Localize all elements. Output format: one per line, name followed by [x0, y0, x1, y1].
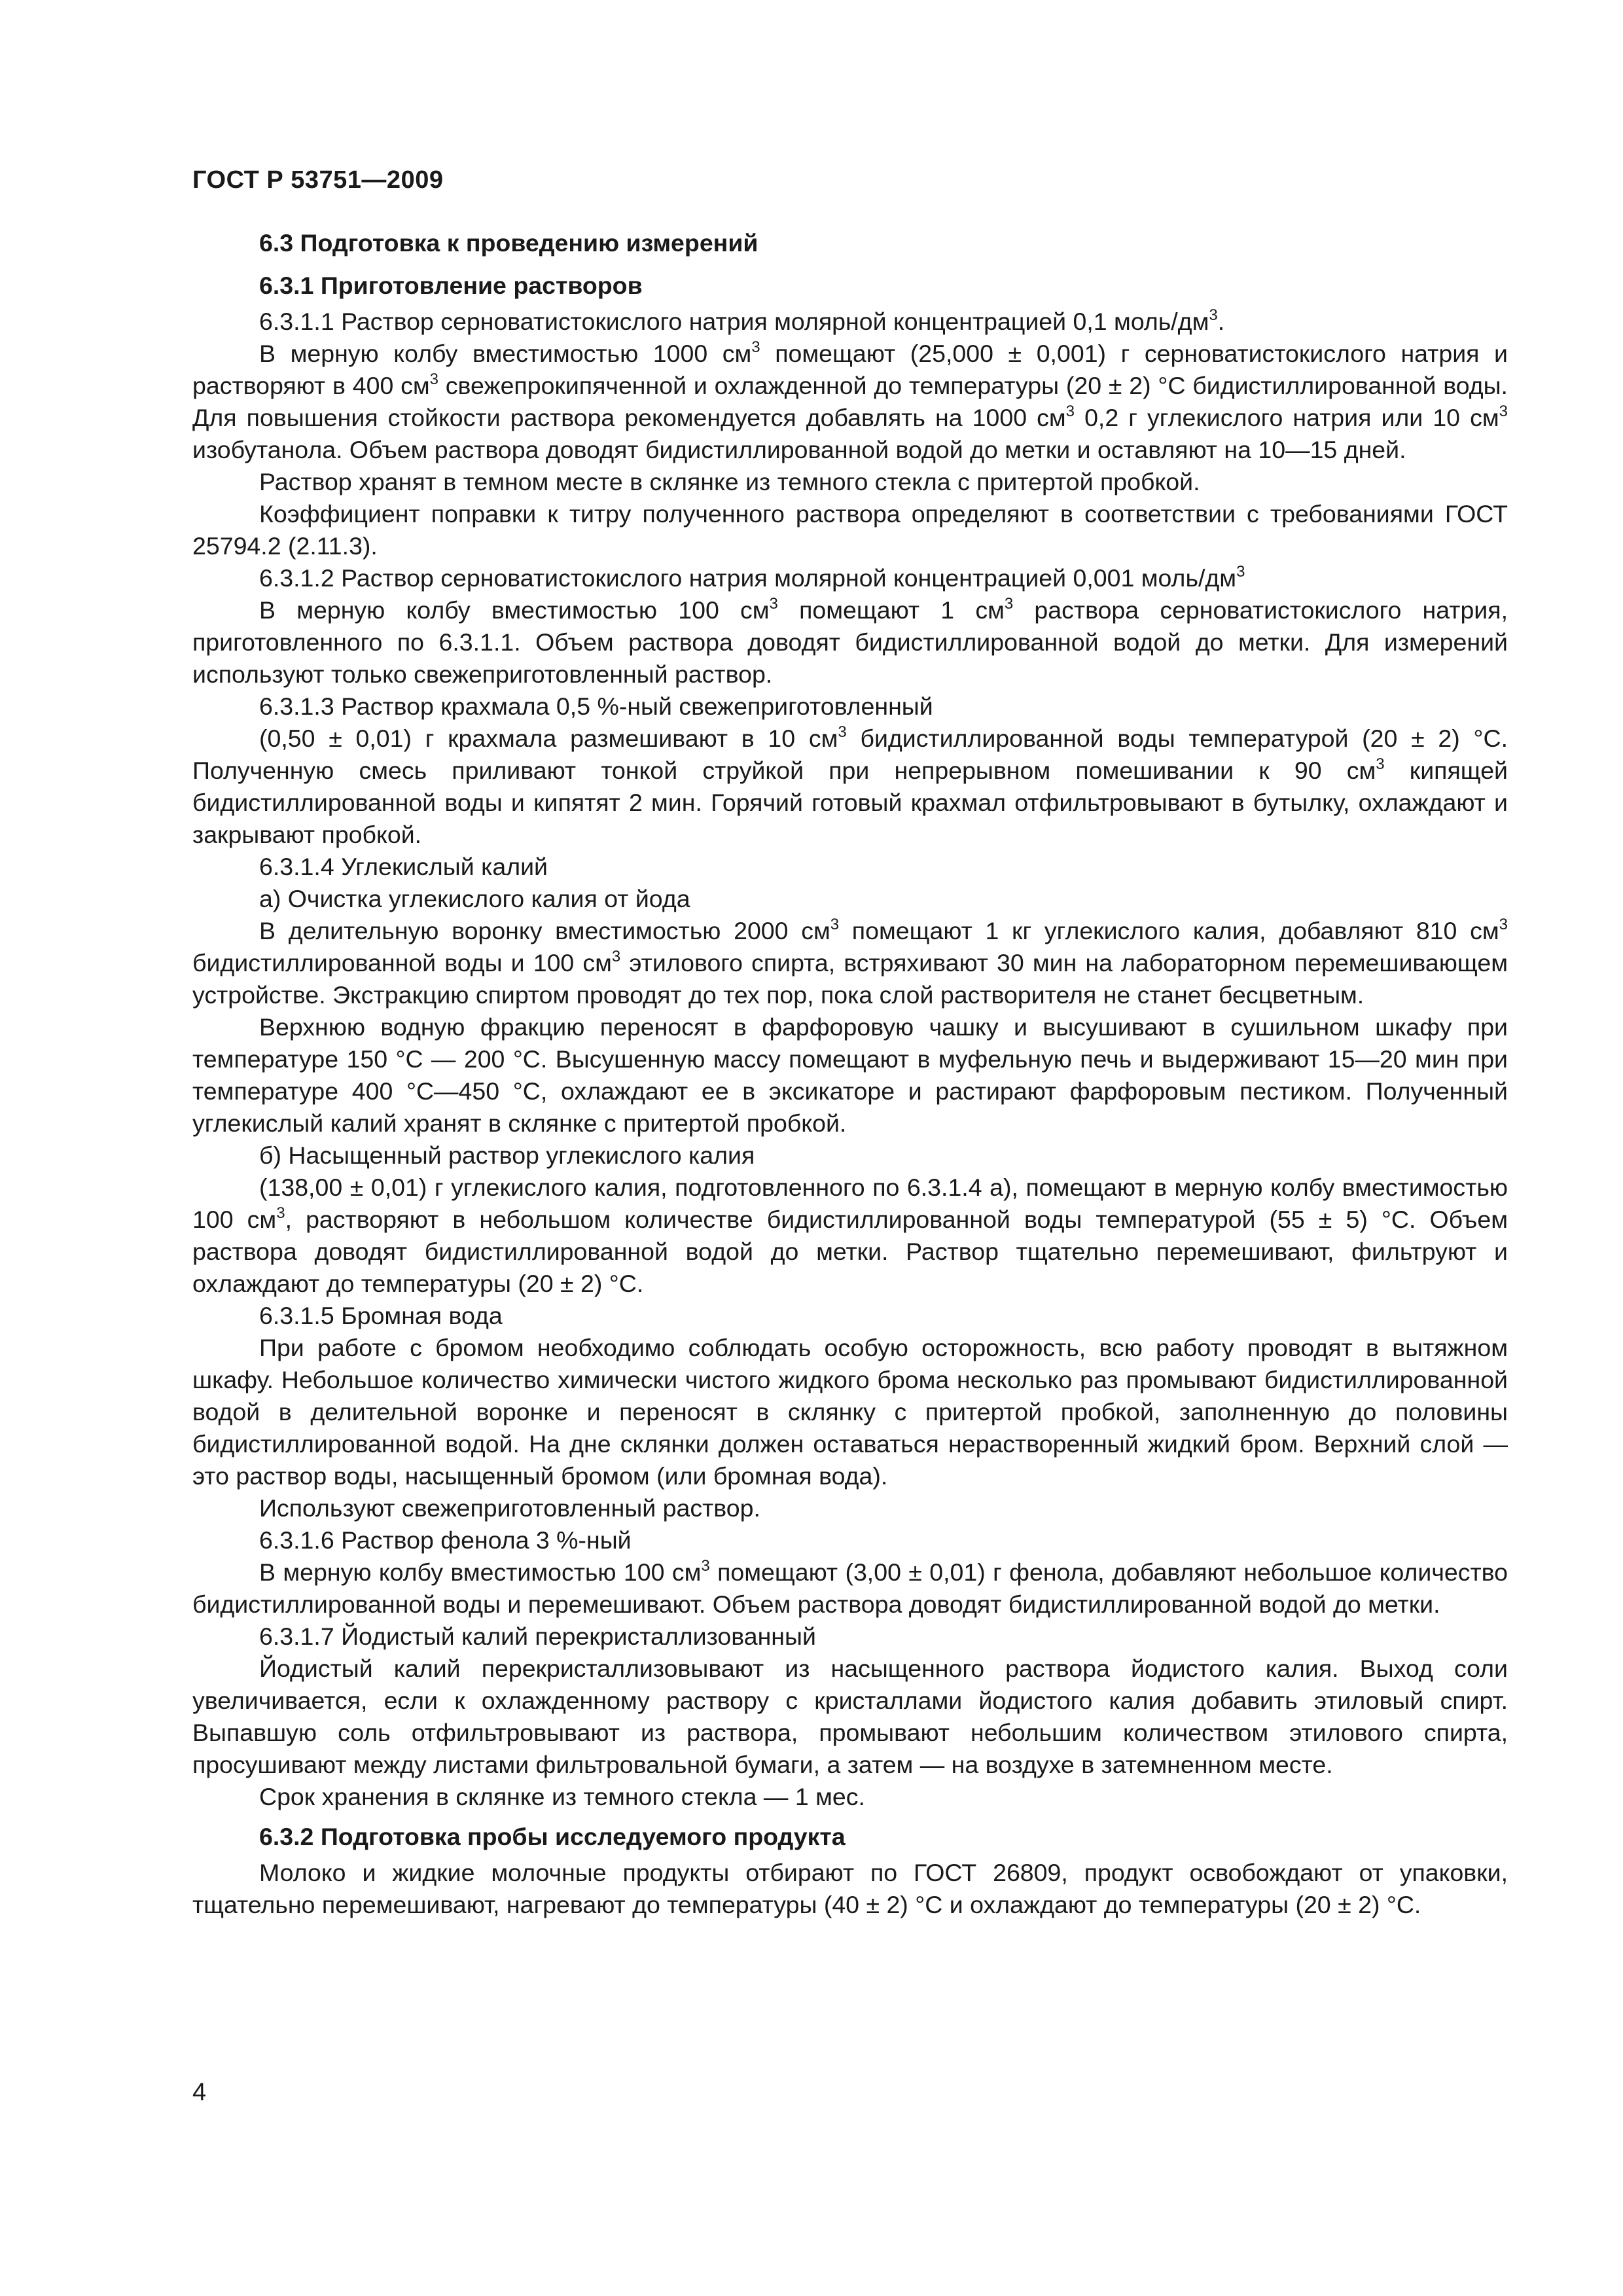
- paragraph: (138,00 ± 0,01) г углекислого калия, подготовленного по 6.3.1.4 а), помещают в мерную колбу вместимостью 100 $см^3$, растворяют в небольшом количестве бидистиллированной воды температурой (55 ± 5) °С. Объем раствора доводят бидистиллированной водой до метки. Раствор тщательно перемешивают, фильтруют и охлаждают до температуры (20 ± 2) °С.: [192, 1174, 1508, 1297]
- paragraph: б) Насыщенный раствор углекислого калия: [259, 1141, 755, 1169]
- subsection-heading-6-3-1: 6.3.1 Приготовление растворов: [259, 272, 643, 299]
- page-number: 4: [192, 2079, 207, 2106]
- subsection-heading-6-3-2: 6.3.2 Подготовка пробы исследуемого продукта: [259, 1823, 846, 1850]
- document-header: ГОСТ Р 53751—2009: [192, 166, 444, 194]
- paragraph: 6.3.1.5 Бромная вода: [259, 1302, 503, 1329]
- paragraph: Срок хранения в склянке из темного стекла — 1 мес.: [259, 1783, 865, 1810]
- paragraph: В делительную воронку вместимостью 2000 $см^3$ помещают 1 кг углекислого калия, добавляют 810 $см^3$ бидистиллированной воды и 100 $см^3$ этилового спирта, встряхивают 30 мин на лабораторном перемешивающем устройстве. Экстракцию спиртом проводят до тех пор, пока слой растворителя не станет бесцветным.: [192, 916, 1508, 1009]
- paragraph: Раствор хранят в темном месте в склянке из темного стекла с притертой пробкой.: [259, 468, 1200, 495]
- paragraph: Верхнюю водную фракцию переносят в фарфоровую чашку и высушивают в сушильном шкафу при температуре 150 °С — 200 °С. Высушенную массу помещают в муфельную печь и выдерживают 15—20 мин при температуре 400 °С—450 °С, охлаждают ее в эксикаторе и растирают фарфоровым пестиком. Полученный углекислый калий хранят в склянке с притертой пробкой.: [192, 1013, 1508, 1137]
- paragraph: В мерную колбу вместимостью 1000 $см^3$ помещают (25,000 ± 0,001) г серноватистокислого натрия и растворяют в 400 $см^3$ свежепрокипяченной и охлажденной до температуры (20 ± 2) °С бидистиллированной воды. Для повышения стойкости раствора рекомендуется добавлять на 1000 $см^3$ 0,2 г углекислого натрия или 10 $см^3$ изобутанола. Объем раствора доводят бидистиллированной водой до метки и оставляют на 10—15 дней.: [192, 338, 1508, 463]
- paragraph-list: [192, 306, 1508, 1813]
- paragraph: Используют свежеприготовленный раствор.: [259, 1494, 760, 1522]
- paragraph: 6.3.1.4 Углекислый калий: [259, 853, 548, 880]
- document-body: [192, 226, 1508, 1921]
- paragraph: 6.3.1.2 Раствор серноватистокислого натрия молярной концентрацией 0,001 моль/$дм^3$: [259, 563, 1245, 592]
- paragraph: Йодистый калий перекристаллизовывают из насыщенного раствора йодистого калия. Выход соли увеличивается, если к охлажденному раствору с кристаллами йодистого калия добавить этиловый спирт. Выпавшую соль отфильтровывают из раствора, промывают небольшим количеством этилового спирта, просушивают между листами фильтровальной бумаги, а затем — на воздухе в затемненном месте.: [192, 1655, 1508, 1778]
- paragraph: Коэффициент поправки к титру полученного раствора определяют в соответствии с требованиями ГОСТ 25794.2 (2.11.3).: [192, 500, 1508, 560]
- paragraph: 6.3.1.3 Раствор крахмала 0,5 %-ный свежеприготовленный: [259, 692, 933, 720]
- paragraph: а) Очистка углекислого калия от йода: [259, 885, 690, 912]
- paragraph: В мерную колбу вместимостью 100 $см^3$ помещают (3,00 ± 0,01) г фенола, добавляют небольшое количество бидистиллированной воды и перемешивают. Объем раствора доводят бидистиллированной водой до метки.: [192, 1557, 1508, 1618]
- paragraph: В мерную колбу вместимостью 100 $см^3$ помещают 1 $см^3$ раствора серноватистокислого натрия, приготовленного по 6.3.1.1. Объем раствора доводят бидистиллированной водой до метки. Для измерений используют только свежеприготовленный раствор.: [192, 595, 1508, 688]
- paragraph: 6.3.1.7 Йодистый калий перекристаллизованный: [259, 1623, 816, 1650]
- paragraph: (0,50 ± 0,01) г крахмала размешивают в 10 $см^3$ бидистиллированной воды температурой (20 ± 2) °С. Полученную смесь приливают тонкой струйкой при непрерывном помешивании к 90 $см^3$ кипящей бидистиллированной воды и кипятят 2 мин. Горячий готовый крахмал отфильтровывают в бутылку, охлаждают и закрывают пробкой.: [192, 723, 1508, 848]
- paragraph: 6.3.1.6 Раствор фенола 3 %-ный: [259, 1526, 632, 1554]
- section-heading-6-3: 6.3 Подготовка к проведению измерений: [259, 229, 758, 257]
- paragraph: Молоко и жидкие молочные продукты отбирают по ГОСТ 26809, продукт освобождают от упаковки, тщательно перемешивают, нагревают до температуры (40 ± 2) °С и охлаждают до температуры (20 ± 2) °С.: [192, 1859, 1508, 1918]
- paragraph: 6.3.1.1 Раствор серноватистокислого натрия молярной концентрацией 0,1 моль/$дм^3$.: [259, 306, 1225, 335]
- paragraph: При работе с бромом необходимо соблюдать особую осторожность, всю работу проводят в вытяжном шкафу. Небольшое количество химически чистого жидкого брома несколько раз промывают бидистиллированной водой в делительной воронке и переносят в склянку с притертой пробкой, заполненную до половины бидистиллированной водой. На дне склянки должен оставаться нерастворенный жидкий бром. Верхний слой — это раствор воды, насыщенный бромом (или бромная вода).: [192, 1334, 1508, 1490]
